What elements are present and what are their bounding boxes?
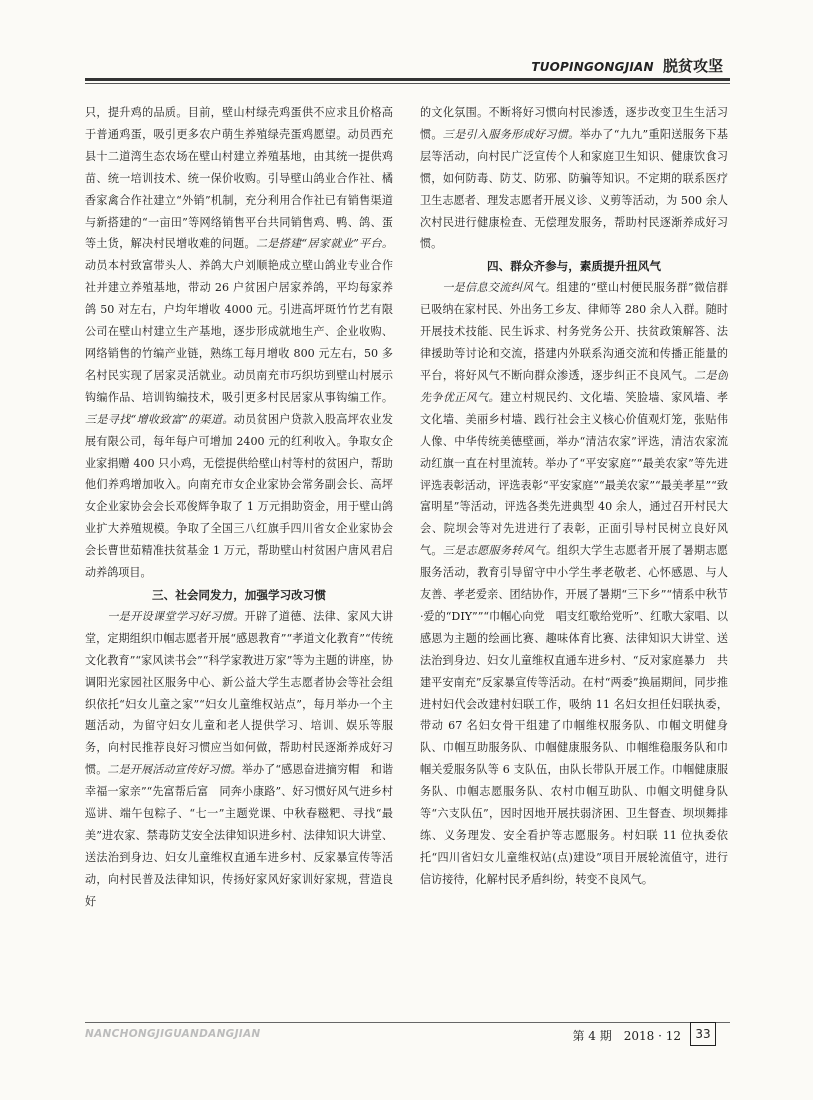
- paragraph: [420, 102, 728, 255]
- section-heading-3: 三、社会同发力，加强学习改习惯: [152, 587, 326, 602]
- header-chinese: 脱贫攻坚: [662, 57, 723, 75]
- header-rule-thin: [85, 83, 730, 84]
- text-run: 建立村规民约、文化墙、笑脸墙、家风墙、孝文化墙、美丽乡村墙、践行社会主义核心价值观灯笼，张贴伟人像、中华传统美德壁画，举办“清洁农家”评选，清洁农家流动红旗一直在村里流转。举办了“平安家庭”“最美农家”等先进评选表彰活动，评选表彰“平安家庭”“最美农家”“最美孝星”“致富明星”等活动，评选各类先进典型 40 余人，通过召开村民大会、院坝会等对先进进行了表彰，正面引导村民树立良好风气。: [420, 390, 728, 558]
- emphasis-run: 三是志愿服务转风气。: [442, 544, 558, 558]
- page-number: 33: [690, 1022, 716, 1046]
- emphasis-run: 二是搭建“居家就业”平台。: [255, 237, 393, 251]
- emphasis-run: 三是寻找“增收致富”的渠道。: [85, 412, 234, 426]
- header-latin: TUOPINGONGJIAN: [531, 60, 654, 74]
- emphasis-run: 二是开展活动宣传好习惯。: [107, 763, 242, 777]
- emphasis-run: 二是创先争优正风气。: [420, 368, 728, 404]
- footer-issue: 第 4 期 2018 · 12: [572, 1029, 681, 1043]
- paragraph: [85, 102, 393, 584]
- footer-rule: [85, 1022, 730, 1023]
- text-run: 的文化氛围。不断将好习惯向村民渗透，逐步改变卫生生活习惯。: [420, 106, 728, 141]
- left-column: [85, 102, 393, 1018]
- paragraph: [85, 606, 393, 913]
- text-run: 动员本村致富带头人、养鸽大户刘顺艳成立壁山鸽业专业合作社并建立养殖基地，带动 26 户贫困户居家养鸽，平均每家养鸽 50 对左右，户均年增收 4000 元。引进高坪斑竹竹艺有限公司在壁山村建立生产基地，逐步形成就地生产、企业收购、网络销售的竹编产业链，熟练工每月增收 800 元左右，50 多名村民实现了居家灵活就业。动员南充市巧织坊到壁山村展示钩编作品、培训钩编技术，吸引更多村民居家从事钩编工作。: [85, 259, 393, 404]
- text-run: 开辟了道德、法律、家风大讲堂，定期组织巾帼志愿者开展“感恩教育”“孝道文化教育”“传统文化教育”“家风读书会”“科学家教进万家”等为主题的讲座，协调阳光家园社区服务中心、新公益大学生志愿者协会等社会组织依托“妇女儿童之家”“妇女儿童维权站点”，每月举办一个主题活动，为留守妇女儿童和老人提供学习、培训、娱乐等服务，向村民推荐良好习惯应当如何做，帮助村民逐渐养成好习惯。: [85, 609, 393, 777]
- section-heading-4: 四、群众齐参与，素质提升扭风气: [487, 259, 661, 274]
- right-column: [420, 102, 728, 1018]
- running-header: [531, 55, 723, 76]
- text-run: 组建的“壁山村便民服务群”微信群已吸纳在家村民、外出务工乡友、律师等 280 余人入群。随时开展技术技能、民生诉求、村务党务公开、扶贫政策解答、法律援助等讨论和交流，搭建内外联系沟通交流和传播正能量的平台，将好风气不断向群众渗透，逐步纠正不良风气。: [420, 281, 728, 382]
- text-run: 举办了“感恩奋进摘穷帽 和谐幸福一家亲”“先富帮后富 同奔小康路”、好习惯好风气进乡村巡讲、端午包粽子、“七一”主题党课、中秋春糍粑、寻找“最美”进农家、禁毒防艾安全法律知识进乡村、法律知识大讲堂、送法治到身边、妇女儿童维权直通车进乡村、反家暴宣传等活动，向村民普及法律知识，传扬好家风好家训好家规，营造良好: [85, 763, 393, 908]
- emphasis-run: 三是引入服务形成好习惯。: [442, 127, 580, 141]
- text-run: 动员贫困户贷款入股高坪农业发展有限公司，每年每户可增加 2400 元的红利收入。争取女企业家捐赠 400 只小鸡，无偿提供给壁山村等村的贫困户，帮助他们养鸡增加收入。向南充市女企业家协会常务副会长、高坪女企业家协会会长邓俊辉争取了 1 万元捐助资金，用于壁山鸽业扩大养殖规模。争取了全国三八红旗手四川省女企业家协会会长曹世茹精准扶贫基金 1 万元，帮助壁山村贫困户唐风君启动养鸽项目。: [85, 412, 393, 580]
- text-run: 举办了“九九”重阳送服务下基层等活动，向村民广泛宣传个人和家庭卫生知识、健康饮食习惯，如何防毒、防艾、防邪、防骗等知识。不定期的联系医疗卫生志愿者、理发志愿者开展义诊、义剪等活动，为 500 余人次村民进行健康检查、无偿理发服务，帮助村民逐渐养成好习惯。: [420, 127, 728, 251]
- emphasis-run: 一是开设课堂学习好习惯。: [107, 609, 245, 623]
- footer-journal-name: NANCHONGJIGUANDANGJIAN: [85, 1028, 261, 1040]
- header-rule-thick: [85, 78, 730, 81]
- paragraph: [420, 277, 728, 890]
- text-run: 组织大学生志愿者开展了暑期志愿服务活动，教育引导留守中小学生孝老敬老、心怀感恩、与人友善、孝老爱亲、团结协作，开展了暑期“三下乡”“情系中秋节·爱的“DIY””“巾帼心向党 唱支红歌给党听”、红歌大家唱、以感恩为主题的绘画比赛、趣味体育比赛、法律知识大讲堂、送法治到身边、妇女儿童维权直通车进乡村、“反对家庭暴力 共建平安南充”反家暴宣传等活动。在村“两委”换届期间，同步推进村妇代会改建村妇联工作，吸纳 11 名妇女担任妇联执委，带动 67 名妇女骨干组建了巾帼维权服务队、巾帼文明健身队、巾帼互助服务队、巾帼健康服务队、巾帼维稳服务队和巾帼关爱服务队等 6 支队伍，由队长带队开展工作。巾帼健康服务队、巾帼志愿服务队、农村巾帼互助队、巾帼文明健身队等“六支队伍”，因时因地开展扶弱济困、卫生督查、坝坝舞排练、义务理发、安全看护等志愿服务。村妇联 11 位执委依托“四川省妇女儿童维权站(点)建设”项目开展轮流值守，进行信访接待，化解村民矛盾纠纷，转变不良风气。: [420, 544, 728, 886]
- text-run: 只，提升鸡的品质。目前，壁山村绿壳鸡蛋供不应求且价格高于普通鸡蛋，吸引更多农户萌生养殖绿壳蛋鸡愿望。动员西充县十二道湾生态农场在壁山村建立养殖基地，由其统一提供鸡苗、统一培训技术、统一保价收购。引导壁山鸽业合作社、橘香家禽合作社建立“外销”机制，充分利用合作社已有销售渠道与新搭建的“一亩田”等网络销售平台共同销售鸡、鸭、鸽、蛋等土货，解决村民增收难的问题。: [85, 106, 393, 251]
- emphasis-run: 一是信息交流纠风气。: [442, 281, 557, 295]
